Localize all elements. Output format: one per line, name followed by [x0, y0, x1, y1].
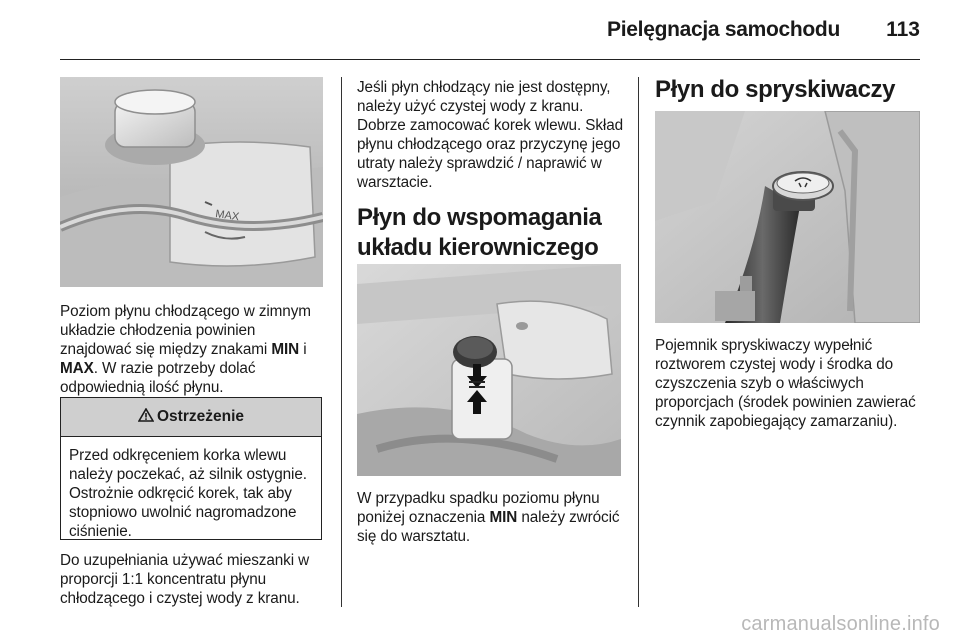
coolant-reservoir-photo: [60, 77, 323, 287]
coolant-water-paragraph: Jeśli płyn chłodzący nie jest dostępny, należy użyć czystej wody z kranu. Dobrze zamocować korek wlewu. Skład płynu chłodzącego oraz przyczynę jego utraty należy sprawdzić / naprawić w warsztacie.: [357, 79, 624, 191]
column-divider-right: [638, 77, 639, 607]
coolant-level-paragraph: [60, 302, 325, 397]
coolant-mixture-paragraph: Do uzupełniania używać mieszanki w proporcji 1:1 koncentratu płynu chłodzącego i czystej wody z kranu.: [60, 552, 310, 607]
washer-fluid-reservoir-photo: [655, 111, 920, 323]
power-steering-paragraph: [357, 489, 625, 546]
min-mark-text-2: MIN: [489, 509, 518, 526]
power-steering-text-end: należy zwrócić się do warsztatu.: [357, 509, 620, 545]
power-steering-heading: Płyn do wspomagania układu kierowniczego: [357, 204, 602, 261]
coolant-level-text-mid: i: [299, 341, 307, 358]
header-divider: [60, 59, 920, 60]
min-mark-text: MIN: [271, 341, 300, 358]
power-steering-reservoir-photo: [357, 264, 621, 476]
warning-header: [61, 398, 321, 437]
coolant-level-text-end: . W razie potrzeby dolać odpowiednią ilość płynu.: [60, 360, 256, 396]
warning-text: Przed odkręceniem korka wlewu należy poczekać, aż silnik ostygnie. Ostrożnie odkręcić korek, tak aby stopniowo uwolnić nagromadzone ciśnienie.: [69, 447, 307, 540]
max-mark-label: MAX: [214, 208, 240, 224]
warning-title: Ostrzeżenie: [156, 408, 244, 425]
column-divider-left: [341, 77, 342, 607]
watermark: carmanualsonline.info: [741, 613, 940, 635]
page-number: 113: [886, 18, 920, 41]
power-steering-text-start: W przypadku spadku poziomu płynu poniżej oznaczenia: [357, 490, 600, 526]
coolant-level-text-start: Poziom płynu chłodzącego w zimnym układzie chłodzenia powinien znajdować się między znakami: [60, 303, 311, 358]
washer-fluid-paragraph: Pojemnik spryskiwaczy wypełnić roztworem czystej wody i środka do czyszczenia szyb o właściwych proporcjach (środek powinien zawierać czynnik zapobiegający zamarzaniu).: [655, 337, 916, 430]
washer-fluid-heading: Płyn do spryskiwaczy: [655, 76, 896, 103]
page-title: Pielęgnacja samochodu: [607, 18, 840, 41]
warning-triangle-icon: [138, 408, 154, 427]
warning-box: [60, 397, 322, 540]
max-mark-text: MAX: [60, 360, 94, 377]
